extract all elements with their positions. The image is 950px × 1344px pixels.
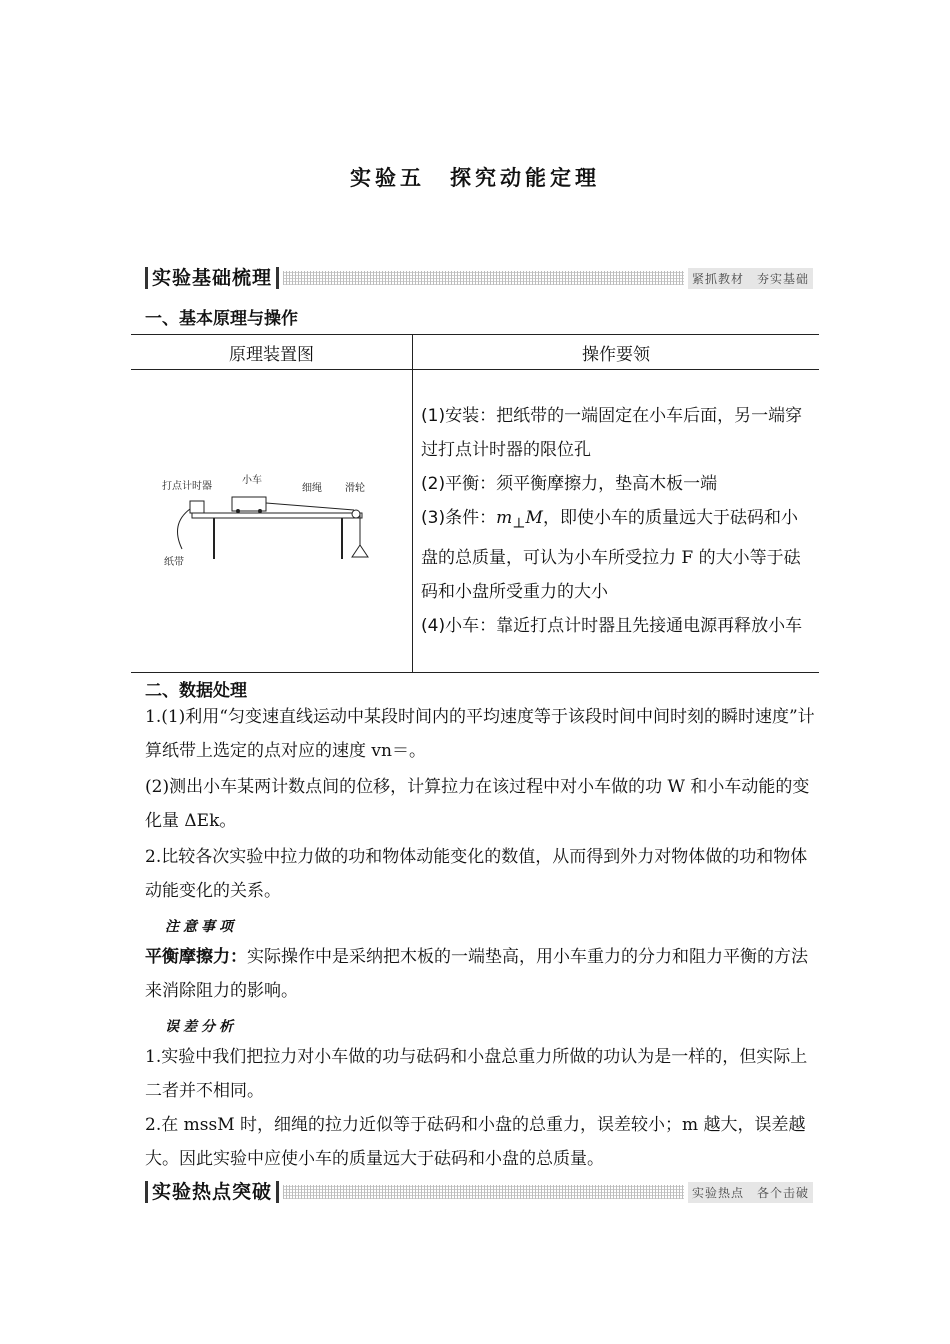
- operations-cell: [413, 370, 820, 673]
- pulley-icon: [352, 510, 360, 518]
- op-condition: (3)条件：$m_\perp M$，即使小车的质量远大于砝码和小盘的总质量，可认为小车所受拉力 F 的大小等于砝码和小盘所受重力的大小: [421, 508, 801, 602]
- banner-label: 实验基础梳理: [145, 267, 279, 289]
- label-pulley: 滑轮: [344, 482, 365, 494]
- table-header-diagram: 原理装置图: [131, 335, 413, 370]
- data-paragraph-3: 2.比较各次实验中拉力做的功和物体动能变化的数值，从而得到外力对物体做的功和物体动能变化的关系。: [145, 847, 808, 901]
- table-header-operation: 操作要领: [413, 335, 820, 370]
- section-heading-data: 二、数据处理: [145, 681, 247, 701]
- label-rope: 细绳: [301, 482, 322, 494]
- section-banner-basics: [145, 266, 813, 290]
- apparatus-cell: [131, 370, 413, 673]
- label-tape: 纸带: [163, 556, 184, 568]
- data-paragraph-1: 1.(1)利用“匀变速直线运动中某段时间内的平均速度等于该段时间中间时刻的瞬时速度”计算纸带上选定的点对应的速度 vn＝。: [145, 707, 815, 761]
- banner-pattern: [283, 1185, 684, 1199]
- banner-tag: 紧抓教材 夯实基础: [688, 268, 813, 289]
- banner-pattern: [283, 271, 684, 285]
- op-install: (1)安装：把纸带的一端固定在小车后面，另一端穿过打点计时器的限位孔: [421, 406, 803, 461]
- weight-pan-icon: [352, 545, 368, 557]
- notes-paragraph: 平衡摩擦力：实际操作中是采纳把木板的一端垫高，用小车重力的分力和阻力平衡的方法来消除阻力的影响。: [145, 947, 808, 1001]
- label-timer: 打点计时器: [161, 480, 212, 492]
- cart-icon: [232, 497, 266, 511]
- errors-heading: 误差分析: [165, 1019, 237, 1035]
- notes-heading: 注意事项: [165, 919, 237, 935]
- banner-label: 实验热点突破: [145, 1181, 279, 1203]
- rope-line: [266, 503, 354, 510]
- banner-tag: 实验热点 各个击破: [688, 1182, 813, 1203]
- principle-table: [131, 334, 819, 673]
- table-top: [192, 513, 362, 518]
- timer-icon: [190, 501, 204, 513]
- page-title: 实验五 探究动能定理: [350, 166, 600, 190]
- apparatus-diagram: [152, 469, 392, 569]
- tape-line: [177, 509, 190, 549]
- errors-paragraph-1: 1.实验中我们把拉力对小车做的功与砝码和小盘总重力所做的功认为是一样的，但实际上二者并不相同。: [145, 1047, 808, 1101]
- section-banner-hotspots: [145, 1180, 813, 1204]
- op-balance: (2)平衡：须平衡摩擦力，垫高木板一端: [421, 474, 718, 495]
- errors-paragraph-2: 2.在 mssM 时，细绳的拉力近似等于砝码和小盘的总重力，误差较小；m 越大，误差越大。因此实验中应使小车的质量远大于砝码和小盘的总质量。: [145, 1115, 806, 1169]
- label-cart: 小车: [241, 474, 262, 486]
- section-heading-principle: 一、基本原理与操作: [145, 309, 298, 329]
- data-paragraph-2: (2)测出小车某两计数点间的位移，计算拉力在该过程中对小车做的功 W 和小车动能的变化量 ΔEk。: [145, 777, 810, 831]
- op-cart: (4)小车：靠近打点计时器且先接通电源再释放小车: [421, 615, 803, 636]
